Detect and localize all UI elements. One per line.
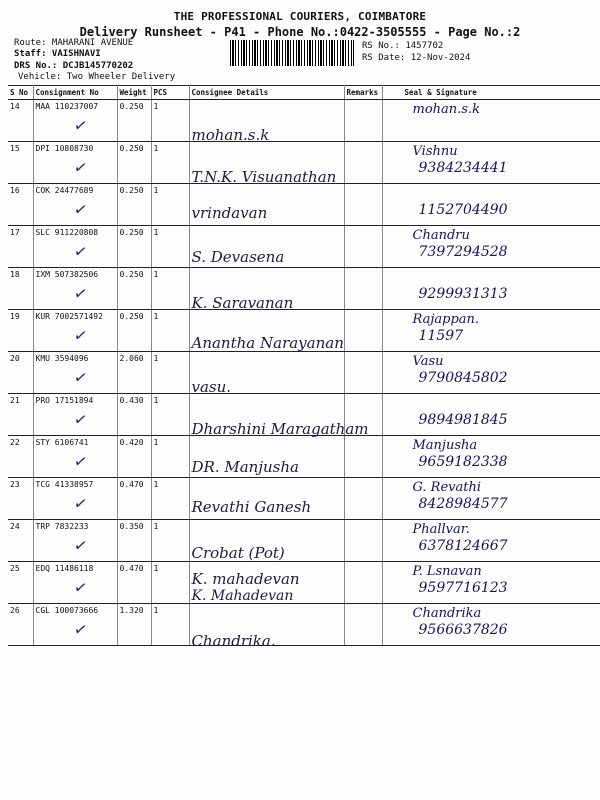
seal-signature-cell <box>382 100 600 142</box>
seal-signature-cell <box>382 520 600 562</box>
phone-number-handwritten: 9384234441 <box>418 160 508 176</box>
consignment-number-cell: EDQ 11486118 ✓ <box>33 562 117 604</box>
col-header: Seal & Signature <box>382 86 600 100</box>
phone-number-handwritten: 9894981845 <box>418 412 508 428</box>
table-row <box>8 268 600 310</box>
consignee-details-cell <box>189 310 344 352</box>
tick-mark-icon: ✓ <box>71 492 89 515</box>
rs-date: RS Date: 12-Nov-2024 <box>362 53 471 63</box>
signature: G. Revathi <box>412 480 482 495</box>
consignee-handwritten-name: Crobat (Pot) <box>191 544 285 562</box>
tick-mark-icon: ✓ <box>71 366 89 389</box>
consignment-number-cell: KUR 7002571492 ✓ <box>33 310 117 352</box>
pcs-cell: 1 <box>151 562 189 604</box>
remarks-cell <box>344 520 382 562</box>
consignee-handwritten-name: Revathi Ganesh <box>191 498 312 516</box>
company-title: THE PROFESSIONAL COURIERS, COIMBATORE <box>173 10 427 23</box>
pcs-cell: 1 <box>151 520 189 562</box>
consignee-details-cell <box>189 394 369 438</box>
weight-cell: 0.470 <box>117 562 151 604</box>
table-row <box>8 352 600 394</box>
consignee-handwritten-name: mohan.s.k <box>191 126 270 144</box>
table-row <box>8 100 600 142</box>
serial-number-cell: 26 <box>8 604 33 646</box>
remarks-cell <box>344 394 382 436</box>
table-row <box>8 310 600 352</box>
phone-number-handwritten: 9566637826 <box>418 622 508 638</box>
weight-cell: 2.060 <box>117 352 151 394</box>
seal-signature-cell <box>382 604 600 646</box>
weight-cell: 0.470 <box>117 478 151 520</box>
consignment-number-cell: STY 6106741 ✓ <box>33 436 117 478</box>
consignee-details-cell <box>189 142 344 184</box>
consignment-number-cell: TCG 41338957 ✓ <box>33 478 117 520</box>
weight-cell: 0.250 <box>117 100 151 142</box>
phone-number-handwritten: 6378124667 <box>418 538 508 554</box>
pcs-cell: 1 <box>151 478 189 520</box>
seal-signature-cell <box>382 310 600 352</box>
tick-mark-icon: ✓ <box>71 324 89 347</box>
seal-signature-cell <box>382 226 600 268</box>
serial-number-cell: 21 <box>8 394 33 436</box>
tick-mark-icon: ✓ <box>71 408 89 431</box>
table-row <box>8 184 600 226</box>
pcs-cell: 1 <box>151 184 189 226</box>
seal-signature-cell <box>382 268 600 310</box>
consignee-details-cell <box>189 268 344 310</box>
tick-mark-icon: ✓ <box>71 618 89 641</box>
consignment-number-cell: TRP 7832233 ✓ <box>33 520 117 562</box>
drs-number: DRS No.: DCJB145770202 <box>14 61 134 71</box>
weight-cell: 0.430 <box>117 394 151 436</box>
pcs-cell: 1 <box>151 100 189 142</box>
tick-mark-icon: ✓ <box>71 282 89 305</box>
tick-mark-icon: ✓ <box>71 156 89 179</box>
pcs-cell: 1 <box>151 142 189 184</box>
serial-number-cell: 14 <box>8 100 33 142</box>
signature: Chandru <box>412 228 470 243</box>
runsheet-table <box>8 85 600 650</box>
consignment-number-cell: SLC 911220808 ✓ <box>33 226 117 268</box>
consignment-number-cell: DPI 10808730 ✓ <box>33 142 117 184</box>
consignee-details-cell <box>189 100 344 142</box>
remarks-cell <box>344 184 382 226</box>
signature: P. Lsnavan <box>412 564 482 579</box>
remarks-cell <box>344 268 382 310</box>
phone-number-handwritten: 8428984577 <box>418 496 508 512</box>
serial-number-cell: 24 <box>8 520 33 562</box>
serial-number-cell: 25 <box>8 562 33 604</box>
phone-number-handwritten: 9659182338 <box>418 454 508 470</box>
remarks-cell <box>344 142 382 184</box>
table-row <box>8 226 600 268</box>
weight-cell: 0.420 <box>117 436 151 478</box>
table-header-row <box>8 86 600 100</box>
pcs-cell: 1 <box>151 310 189 352</box>
phone-number-handwritten: 9597716123 <box>418 580 508 596</box>
remarks-cell <box>344 310 382 352</box>
runsheet-subtitle: Delivery Runsheet - P41 - Phone No.:0422-3505555 - Page No.:2 <box>79 25 521 39</box>
remarks-cell <box>344 562 382 604</box>
consignment-number-cell: CGL 100073666 ✓ <box>33 604 117 646</box>
seal-signature-cell <box>382 436 600 478</box>
consignee-handwritten-name: K. mahadevan <box>191 570 300 588</box>
seal-signature-cell <box>382 394 600 436</box>
tick-mark-icon: ✓ <box>71 198 89 221</box>
phone-number-handwritten: 9790845802 <box>418 370 508 386</box>
signature: Chandrika <box>412 606 482 621</box>
serial-number-cell: 17 <box>8 226 33 268</box>
consignee-details-cell <box>189 520 344 562</box>
barcode-image <box>230 40 354 66</box>
phone-number-handwritten: 11597 <box>418 328 464 344</box>
remarks-cell <box>344 478 382 520</box>
weight-cell: 0.250 <box>117 310 151 352</box>
consignee-handwritten-name: Chandrika. <box>191 632 276 650</box>
tick-mark-icon: ✓ <box>71 240 89 263</box>
rs-number: RS No.: 1457702 <box>362 41 444 51</box>
table-row <box>8 478 600 520</box>
pcs-cell: 1 <box>151 352 189 394</box>
pcs-cell: 1 <box>151 604 189 646</box>
phone-number-handwritten: 7397294528 <box>418 244 508 260</box>
staff-label: Staff: VAISHNAVI <box>14 49 101 59</box>
consignee-handwritten-name: K. Mahadevan <box>191 588 294 604</box>
table-row <box>8 436 600 478</box>
tick-mark-icon: ✓ <box>71 450 89 473</box>
seal-signature-cell <box>382 478 600 520</box>
col-header: S No <box>8 86 33 100</box>
serial-number-cell: 23 <box>8 478 33 520</box>
col-header: Consignment No <box>33 86 117 100</box>
signature: Phallvar. <box>412 522 470 537</box>
consignee-details-cell <box>189 184 344 226</box>
consignment-number-cell: IXM 507382506 ✓ <box>33 268 117 310</box>
col-header: PCS <box>151 86 189 100</box>
consignee-handwritten-name: Dharshini Maragatham <box>191 420 369 438</box>
weight-cell: 1.320 <box>117 604 151 646</box>
runsheet-header <box>0 0 600 86</box>
pcs-cell: 1 <box>151 268 189 310</box>
seal-signature-cell <box>382 352 600 394</box>
pcs-cell: 1 <box>151 226 189 268</box>
vehicle-label: Vehicle: Two Wheeler Delivery <box>18 72 176 82</box>
tick-mark-icon: ✓ <box>71 534 89 557</box>
seal-signature-cell <box>382 562 600 604</box>
signature: Vasu <box>412 354 444 369</box>
weight-cell: 0.250 <box>117 184 151 226</box>
consignee-details-cell <box>189 436 344 478</box>
consignee-handwritten-name: vasu. <box>191 378 232 396</box>
signature: mohan.s.k <box>412 102 480 117</box>
consignee-handwritten-name: S. Devasena <box>191 248 285 266</box>
table-row <box>8 604 600 646</box>
table-row <box>8 142 600 184</box>
col-header: Weight <box>117 86 151 100</box>
remarks-cell <box>344 352 382 394</box>
weight-cell: 0.250 <box>117 268 151 310</box>
consignee-details-cell <box>189 352 344 394</box>
weight-cell: 0.350 <box>117 520 151 562</box>
consignee-details-cell <box>189 478 344 520</box>
consignee-handwritten-name: vrindavan <box>191 204 268 222</box>
consignee-handwritten-name: DR. Manjusha <box>191 458 299 476</box>
signature: Rajappan. <box>412 312 480 327</box>
pcs-cell: 1 <box>151 394 189 436</box>
consignment-number-cell: COK 24477689 ✓ <box>33 184 117 226</box>
signature: Manjusha <box>412 438 478 453</box>
col-header: Remarks <box>344 86 382 100</box>
table-row <box>8 520 600 562</box>
signature: Vishnu <box>412 144 458 159</box>
consignment-number-cell: KMU 3594096 ✓ <box>33 352 117 394</box>
pcs-cell: 1 <box>151 436 189 478</box>
weight-cell: 0.250 <box>117 142 151 184</box>
route-label: Route: MAHARANI AVENUE <box>14 38 134 48</box>
consignee-handwritten-name: K. Saravanan <box>191 294 294 312</box>
consignment-number-cell: MAA 110237007 ✓ <box>33 100 117 142</box>
serial-number-cell: 15 <box>8 142 33 184</box>
serial-number-cell: 22 <box>8 436 33 478</box>
serial-number-cell: 16 <box>8 184 33 226</box>
remarks-cell <box>344 604 382 646</box>
seal-signature-cell <box>382 184 600 226</box>
serial-number-cell: 19 <box>8 310 33 352</box>
tick-mark-icon: ✓ <box>71 576 89 599</box>
remarks-cell <box>344 436 382 478</box>
remarks-cell <box>344 100 382 142</box>
table-row <box>8 562 600 604</box>
consignee-details-cell <box>189 226 344 268</box>
consignee-details-cell <box>189 604 344 650</box>
phone-number-handwritten: 9299931313 <box>418 286 508 302</box>
consignee-handwritten-name: T.N.K. Visuanathan <box>191 168 337 186</box>
consignment-number-cell: PRO 17151894 ✓ <box>33 394 117 436</box>
consignee-details-cell <box>189 562 344 604</box>
phone-number-handwritten: 1152704490 <box>418 202 508 218</box>
remarks-cell <box>344 226 382 268</box>
consignee-handwritten-name: Anantha Narayanan <box>191 334 344 352</box>
serial-number-cell: 18 <box>8 268 33 310</box>
col-header: Consignee Details <box>189 86 344 100</box>
tick-mark-icon: ✓ <box>71 114 89 137</box>
seal-signature-cell <box>382 142 600 184</box>
table-row <box>8 394 600 436</box>
serial-number-cell: 20 <box>8 352 33 394</box>
weight-cell: 0.250 <box>117 226 151 268</box>
